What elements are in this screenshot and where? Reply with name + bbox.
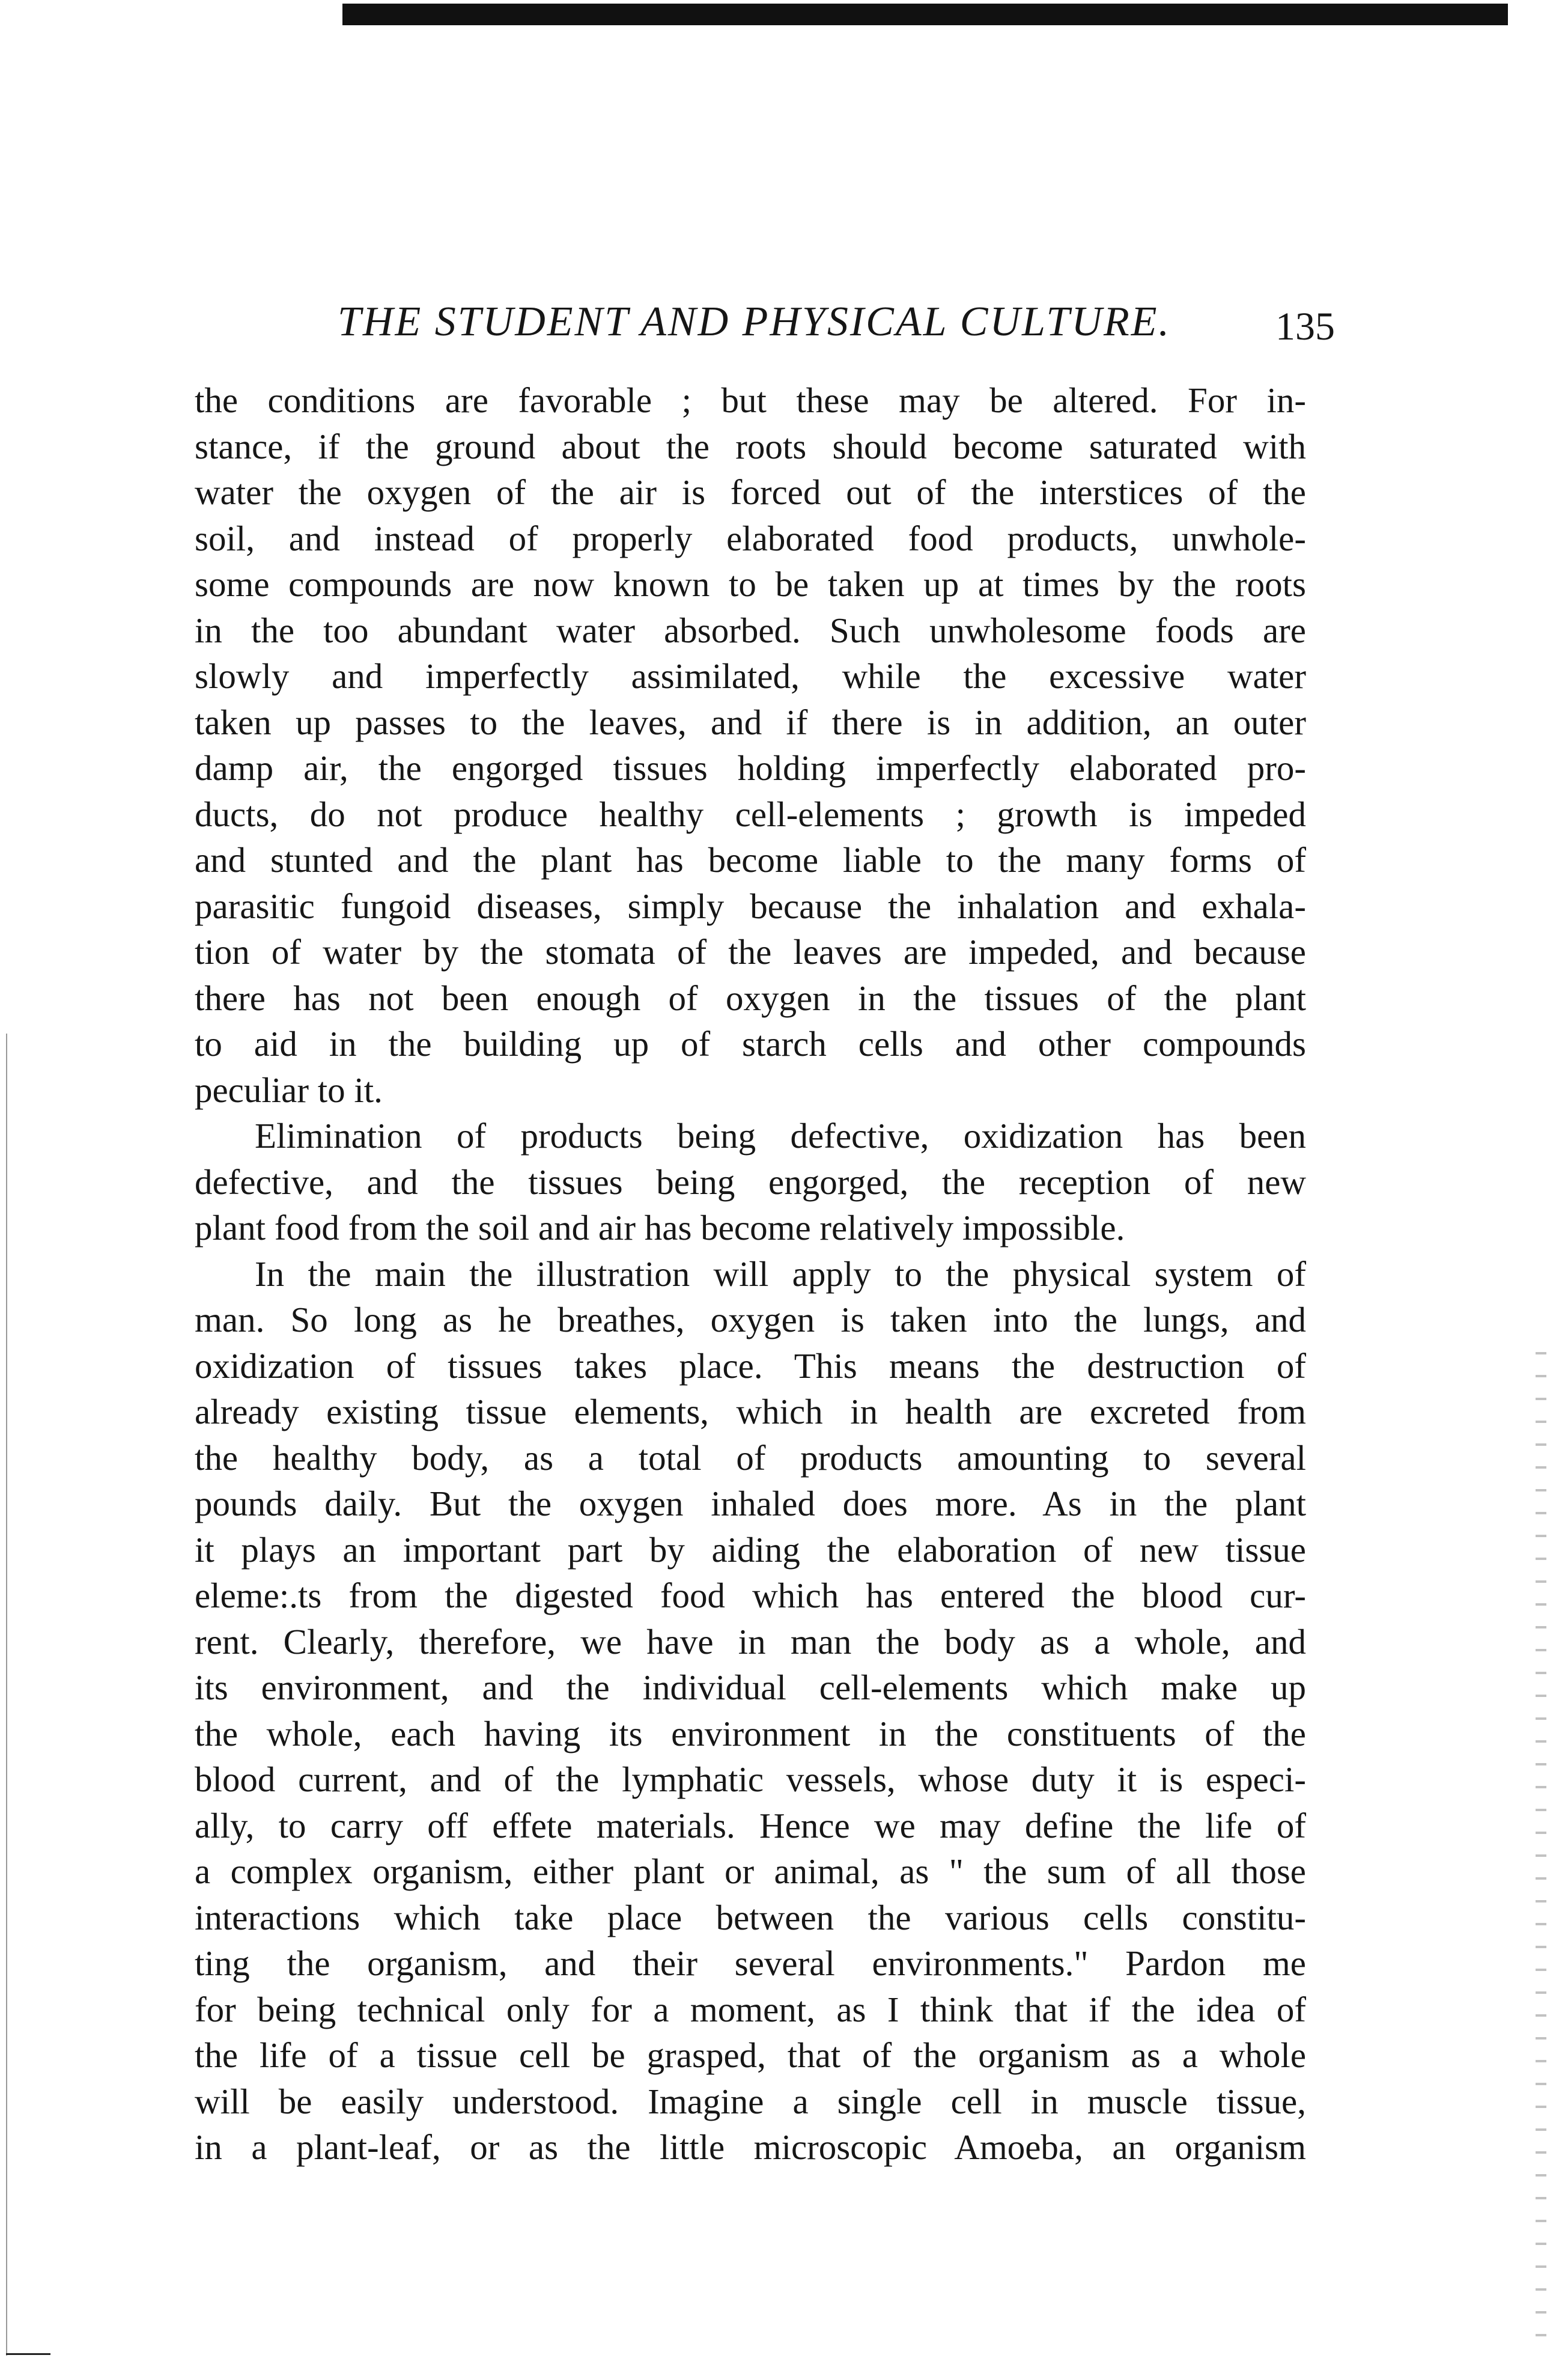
- body-text: [195, 377, 1306, 2171]
- text-line: some compounds are now known to be taken up at times by the roots: [195, 564, 1306, 604]
- text-line: and stunted and the plant has become liable to the many forms of: [195, 840, 1306, 880]
- text-line: there has not been enough of oxygen in the tissues of the plant: [195, 978, 1306, 1018]
- text-line: defective, and the tissues being engorged, the reception of new: [195, 1162, 1306, 1202]
- text-line: ducts, do not produce healthy cell-elements ; growth is impeded: [195, 794, 1306, 834]
- text-line: damp air, the engorged tissues holding imperfectly elaborated pro-: [195, 748, 1306, 788]
- text-line: ting the organism, and their several environments." Pardon me: [195, 1943, 1306, 1983]
- text-line: the conditions are favorable ; but these may be altered. For in-: [195, 380, 1306, 420]
- text-line: In the main the illustration will apply to the physical system of: [255, 1254, 1306, 1294]
- paragraph-1: [195, 377, 1306, 1113]
- page-number: 135: [1275, 305, 1335, 349]
- text-line: ally, to carry off effete materials. Hence we may define the life of: [195, 1805, 1306, 1845]
- text-line: Elimination of products being defective, oxidization has been: [255, 1116, 1306, 1156]
- text-line: its environment, and the individual cell-elements which make up: [195, 1668, 1306, 1707]
- text-line: plant food from the soil and air has become relatively impossible.: [195, 1208, 1125, 1247]
- text-line: already existing tissue elements, which in health are excreted from: [195, 1392, 1306, 1431]
- running-title: THE STUDENT AND PHYSICAL CULTURE.: [338, 299, 1171, 345]
- text-line: water the oxygen of the air is forced out of the interstices of the: [195, 472, 1306, 512]
- text-line: tion of water by the stomata of the leaves are impeded, and because: [195, 932, 1306, 972]
- scan-gutter-foot: [6, 2353, 50, 2355]
- text-line: to aid in the building up of starch cells and other compounds: [195, 1024, 1306, 1064]
- text-line: peculiar to it.: [195, 1070, 383, 1110]
- text-line: interactions which take place between the various cells constitu-: [195, 1897, 1306, 1937]
- text-line: will be easily understood. Imagine a single cell in muscle tissue,: [195, 2081, 1306, 2121]
- text-line: the whole, each having its environment in the constituents of the: [195, 1713, 1306, 1753]
- text-line: man. So long as he breathes, oxygen is taken into the lungs, and: [195, 1300, 1306, 1339]
- text-line: in a plant-leaf, or as the little microscopic Amoeba, an organism: [195, 2127, 1306, 2167]
- text-line: parasitic fungoid diseases, simply because the inhalation and exhala-: [195, 886, 1306, 926]
- paragraph-2: [195, 1113, 1306, 1251]
- top-rule-underline: [342, 22, 1508, 25]
- scan-gutter-line: [6, 1034, 7, 2356]
- text-line: the life of a tissue cell be grasped, that of the organism as a whole: [195, 2035, 1306, 2075]
- text-line: stance, if the ground about the roots should become saturated with: [195, 426, 1306, 466]
- text-line: rent. Clearly, therefore, we have in man the body as a whole, and: [195, 1621, 1306, 1662]
- text-line: the healthy body, as a total of products amounting to several: [195, 1437, 1306, 1478]
- text-line: in the too abundant water absorbed. Such unwholesome foods are: [195, 610, 1306, 650]
- text-line: taken up passes to the leaves, and if there is in addition, an outer: [195, 702, 1306, 742]
- text-line: soil, and instead of properly elaborated food products, unwhole-: [195, 518, 1306, 558]
- text-line: for being technical only for a moment, as I think that if the idea of: [195, 1989, 1306, 2029]
- text-line: pounds daily. But the oxygen inhaled does more. As in the plant: [195, 1484, 1306, 1523]
- text-line: blood current, and of the lymphatic vessels, whose duty it is especi-: [195, 1759, 1306, 1799]
- text-line: eleme:.ts from the digested food which has entered the blood cur-: [195, 1576, 1306, 1615]
- text-line: it plays an important part by aiding the elaboration of new tissue: [195, 1529, 1306, 1570]
- paragraph-3: [195, 1251, 1306, 2171]
- text-line: slowly and imperfectly assimilated, while the excessive water: [195, 656, 1306, 696]
- text-line: a complex organism, either plant or animal, as " the sum of all those: [195, 1851, 1306, 1891]
- running-head: [192, 292, 1348, 358]
- scan-edge-noise: [1536, 1352, 1546, 2338]
- text-line: oxidization of tissues takes place. This means the destruction of: [195, 1345, 1306, 1386]
